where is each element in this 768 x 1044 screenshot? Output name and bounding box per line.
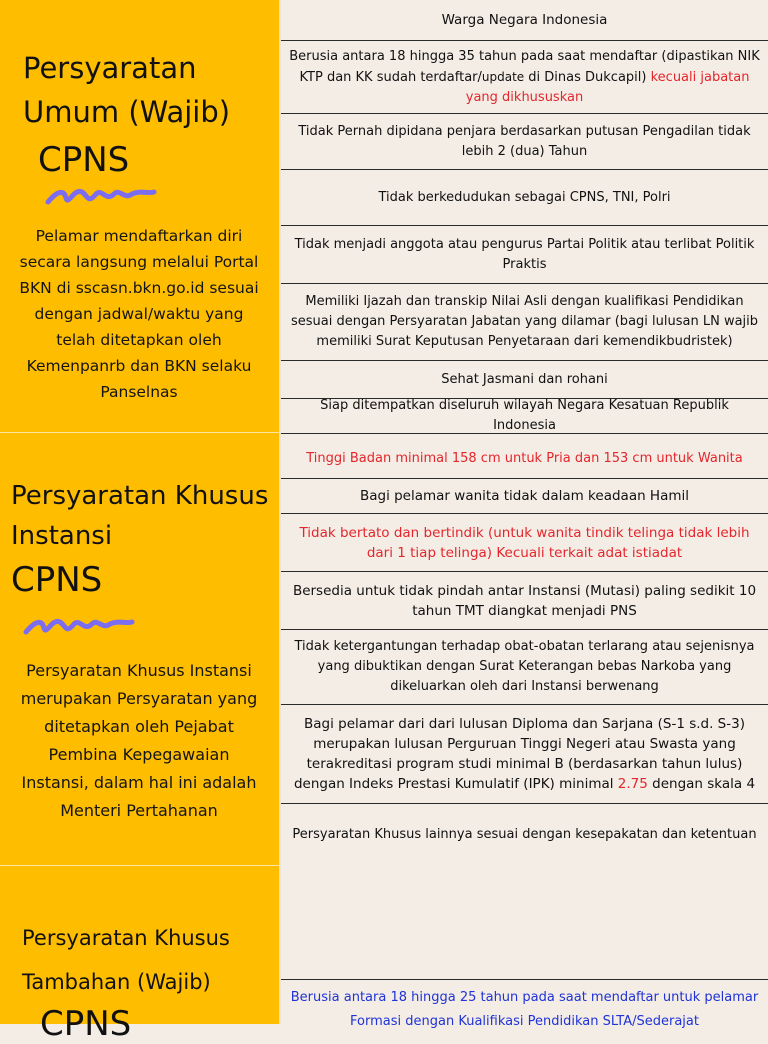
req-tidak-hamil: Bagi pelamar wanita tidak dalam keadaan Hamil <box>359 488 690 504</box>
req-usia-dukcapil: di Dinas Dukcapil) <box>524 69 651 85</box>
khusus-title-line1: Persyaratan Khusus <box>11 481 269 511</box>
req-mutasi: Bersedia untuk tidak pindah antar Instansi (Mutasi) paling sedikit 10 tahun TMT diangkat menjadi PNS <box>292 582 757 619</box>
req-ipk-value: 2.75 <box>617 776 648 792</box>
umum-cpns-heading: CPNS <box>38 140 130 180</box>
req-ipk-scale: dengan skala 4 <box>647 776 756 792</box>
req-pidana: Tidak Pernah dipidana penjara berdasarkan putusan Pengadilan tidak lebih 2 (dua) Tahun <box>298 123 751 159</box>
req-usia <box>281 41 768 113</box>
req-sehat: Sehat Jasmani dan rohani <box>441 371 608 387</box>
req-tinggi-badan: Tinggi Badan minimal 158 cm untuk Pria dan 153 cm untuk Wanita <box>306 450 743 466</box>
req-khusus-lainnya: Persyaratan Khusus lainnya sesuai dengan kesepakatan dan ketentuan <box>292 827 757 842</box>
khusus-cpns-heading: CPNS <box>11 560 103 600</box>
req-ipk <box>281 705 768 803</box>
req-usia-update: update <box>481 69 525 84</box>
req-ijazah: Memiliki Ijazah dan transkip Nilai Asli dengan kualifikasi Pendidikan sesuai dengan Persyaratan Jabatan yang dilamar (bagi lulusan LN wajib memiliki Surat Keputusan Penyetaraan dari kemendikbudristek) <box>290 294 759 349</box>
row-divider <box>281 979 768 980</box>
umum-title-line2: Umum (Wajib) <box>23 95 231 129</box>
tambahan-cpns-heading: CPNS <box>40 1004 132 1044</box>
squiggle-icon <box>44 182 159 212</box>
left-divider <box>0 432 279 433</box>
req-tato: Tidak bertato dan bertindik (untuk wanita tindik telinga tidak lebih dari 1 tiap telinga) Kecuali terkait adat istiadat <box>299 524 750 561</box>
req-usia-exception: kecuali jabatan yang dikhususkan <box>465 69 750 105</box>
req-ipk-text: Bagi pelamar dari dari lulusan Diploma dan Sarjana (S-1 s.d. S-3) merupakan lulusan Perguruan Tinggi Negeri atau Swasta yang terakreditasi program studi minimal B (berdasarkan tahun lulus) dengan Indeks Prestasi Kumulatif (IPK) minimal <box>293 716 745 792</box>
req-kedudukan: Tidak berkedudukan sebagai CPNS, TNI, Polri <box>378 189 671 205</box>
umum-title-line1: Persyaratan <box>23 51 197 85</box>
row-divider <box>281 433 768 434</box>
req-usia-text: Berusia antara 18 hingga 35 tahun pada saat mendaftar (dipastikan NIK KTP dan KK sudah terdaftar/ <box>289 48 760 85</box>
tambahan-title-line1: Persyaratan Khusus <box>22 926 230 950</box>
req-narkoba: Tidak ketergantungan terhadap obat-obatan terlarang atau sejenisnya yang dibuktikan dengan Surat Keterangan bebas Narkoba yang dikeluarkan oleh dari Instansi berwenang <box>294 639 755 694</box>
req-usia-slta: Berusia antara 18 hingga 25 tahun pada saat mendaftar untuk pelamar Formasi dengan Kualifikasi Pendidikan SLTA/Sederajat <box>290 990 759 1029</box>
squiggle-icon <box>22 612 137 642</box>
tambahan-title-line2: Tambahan (Wajib) <box>22 970 211 994</box>
umum-description: Pelamar mendaftarkan diri secara langsung melalui Portal BKN di sscasn.bkn.go.id sesuai dengan jadwal/waktu yang telah ditetapkan oleh Kemenpanrb dan BKN selaku Panselnas <box>19 227 259 401</box>
req-warga-negara: Warga Negara Indonesia <box>441 12 608 28</box>
req-parpol: Tidak menjadi anggota atau pengurus Partai Politik atau terlibat Politik Praktis <box>294 236 755 272</box>
left-divider <box>0 865 279 866</box>
khusus-description: Persyaratan Khusus Instansi merupakan Persyaratan yang ditetapkan oleh Pejabat Pembina Kepegawaian Instansi, dalam hal ini adalah Menteri Pertahanan <box>20 661 258 820</box>
khusus-title-line2: Instansi <box>11 521 113 551</box>
req-siap-ditempatkan: Siap ditempatkan diseluruh wilayah Negara Kesatuan Republik Indonesia <box>320 398 729 433</box>
